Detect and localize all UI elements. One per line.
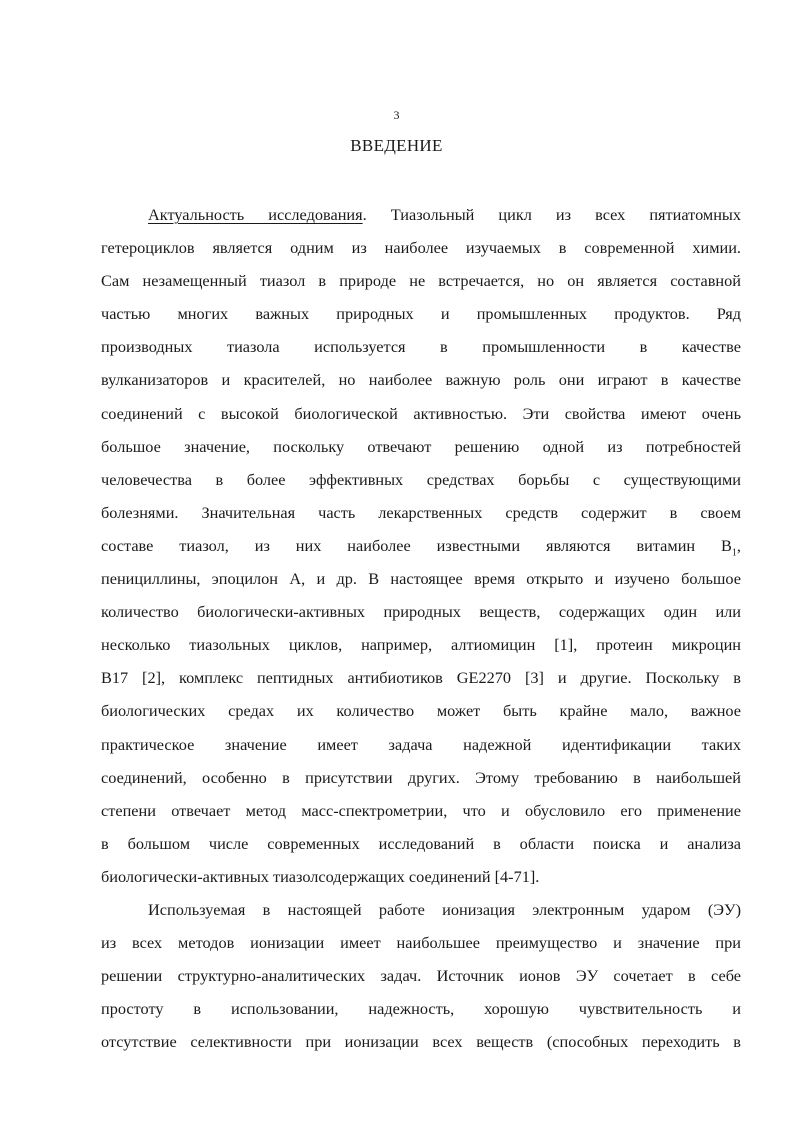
page-number: 3 [393, 108, 400, 122]
paragraph-line: несколько тиазольных циклов, например, алтиомицин [1], протеин микроцин [101, 635, 741, 655]
page-title: ВВЕДЕНИЕ [350, 136, 443, 155]
paragraph-line: болезнями. Значительная часть лекарственных средств содержит в своем [101, 502, 741, 522]
vitamin-line-end: , [736, 535, 741, 555]
vitamin-line [101, 533, 741, 566]
paragraph-line: человечества в более эффективных средствах борьбы с существующими [101, 469, 741, 489]
paragraph-line: Сам незамещенный тиазол в природе не встречается, но он является составной [101, 271, 741, 291]
paragraph-1-line-1 [101, 202, 741, 235]
paragraph-line: биологических средах их количество может быть крайне мало, важное [101, 701, 741, 721]
paragraph-line: отсутствие селективности при ионизации всех веществ (способных переходить в [101, 1032, 741, 1052]
paragraph-1-last-line: биологически-активных тиазолсодержащих соединений [4-71]. [101, 866, 540, 886]
vitamin-subscript: 1 [731, 547, 737, 559]
paragraph-line: практическое значение имеет задача надежной идентификации таких [101, 734, 741, 754]
paragraph-line: простоту в использовании, надежность, хорошую чувствительность и [101, 999, 741, 1019]
paragraph-line: вулканизаторов и красителей, но наиболее важную роль они играют в качестве [101, 370, 741, 390]
paragraph-line: из всех методов ионизации имеет наибольшее преимущество и значение при [101, 933, 741, 953]
paragraph-line: соединений с высокой биологической активностью. Эти свойства имеют очень [101, 403, 741, 423]
paragraph-line: большое значение, поскольку отвечают решению одной из потребностей [101, 436, 741, 456]
document-body [101, 202, 741, 1062]
relevance-heading-underlined: Актуальность исследования [148, 205, 363, 224]
paragraph-line: степени отвечает метод масс-спектрометрии, что и обусловило его применение [101, 800, 741, 820]
paragraph-line: решении структурно-аналитических задач. Источник ионов ЭУ сочетает в себе [101, 966, 741, 986]
paragraph-line: в большом числе современных исследований в области поиска и анализа [101, 833, 741, 853]
paragraph-1-lead-rest: . Тиазольный цикл из всех пятиатомных [362, 205, 741, 224]
paragraph-line: B17 [2], комплекс пептидных антибиотиков GE2270 [3] и другие. Поскольку в [101, 668, 741, 688]
paragraph-2-line-1: Используемая в настоящей работе ионизация электронным ударом (ЭУ) [148, 899, 741, 919]
paragraph-line: соединений, особенно в присутствии других. Этому требованию в наибольшей [101, 767, 741, 787]
paragraph-line: гетероциклов является одним из наиболее изучаемых в современной химии. [101, 238, 741, 258]
paragraph-line: производных тиазола используется в промышленности в качестве [101, 337, 741, 357]
paragraph-line: пенициллины, эпоцилон А, и др. В настоящее время открыто и изучено большое [101, 569, 741, 589]
vitamin-line-text: составе тиазол, из них наиболее известными являются витамин B [101, 535, 732, 555]
paragraph-line: количество биологически-активных природных веществ, содержащих один или [101, 602, 741, 622]
paragraph-line: частью многих важных природных и промышленных продуктов. Ряд [101, 304, 741, 324]
